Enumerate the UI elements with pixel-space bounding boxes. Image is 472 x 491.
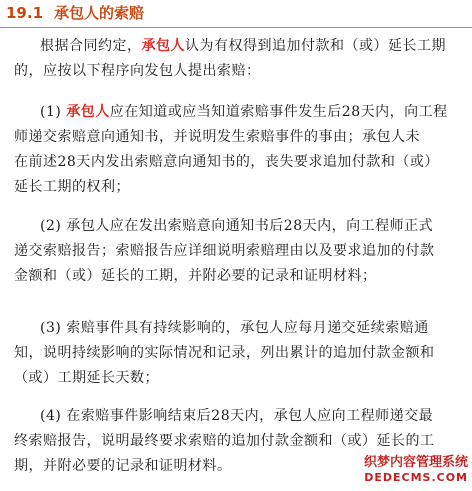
paragraph-line (14, 150, 460, 175)
text-run: 延长工期的权利； (14, 179, 130, 195)
watermark-domain: DEDECMS.COM (364, 471, 468, 484)
text-run: 递交索赔报告；索赔报告应详细说明索赔理由以及要求追加的付款 (14, 243, 435, 259)
text-run: (1) (40, 104, 67, 120)
text-run: (3) 索赔事件具有持续影响的，承包人应每月递交延续索赔通 (40, 320, 429, 336)
paragraph-line (14, 59, 460, 84)
section-heading (0, 0, 472, 28)
text-run: 认为有权得到追加付款和（或）延长工期 (185, 38, 446, 54)
watermark-text: 织梦内容管理系统 (363, 455, 468, 470)
text-run: 师递交索赔意向通知书，并说明发生索赔事件的事由；承包人未 (14, 129, 420, 145)
paragraph-line (14, 429, 460, 454)
paragraph-line (14, 366, 460, 391)
paragraph-intro (14, 34, 460, 84)
text-run: 终索赔报告，说明最终要求索赔的追加付款金额和（或）延长的工 (14, 433, 435, 449)
paragraph-item-3 (14, 316, 460, 391)
text-run: 在前述28天内发出索赔意向通知书的，丧失要求追加付款和（或） (14, 154, 439, 170)
section-title: 承包人的索赔 (54, 4, 145, 22)
text-run: 根据合同约定， (40, 38, 142, 54)
paragraph-line (14, 125, 460, 150)
paragraph-item-2 (14, 214, 460, 289)
text-run: 的，应按以下程序向发包人提出索赔： (14, 63, 261, 79)
text-run: 知，说明持续影响的实际情况和记录，列出累计的追加付款金额和 (14, 345, 435, 361)
text-run: 金额和（或）延长的工期，并附必要的记录和证明材料； (14, 268, 377, 284)
watermark-logo (338, 455, 468, 489)
paragraph-item-1 (14, 100, 460, 200)
paragraph-line (14, 239, 460, 264)
text-run: (4) 在索赔事件影响结束后28天内，承包人应向工程师递交最 (40, 408, 434, 424)
paragraph-line (14, 264, 460, 289)
paragraph-line (14, 100, 460, 125)
paragraph-line (14, 175, 460, 200)
text-run: 应在知道或应当知道索赔事件发生后28天内，向工程 (109, 104, 448, 120)
highlighted-term: 承包人 (141, 38, 185, 54)
text-run: 期，并附必要的记录和证明材料。 (14, 458, 232, 474)
paragraph-line (14, 34, 460, 59)
highlighted-term: 承包人 (66, 104, 110, 120)
text-run: (2) 承包人应在发出索赔意向通知书后28天内，向工程师正式 (40, 218, 434, 234)
paragraph-line (14, 214, 460, 239)
section-number: 19.1 (6, 4, 44, 22)
paragraph-line (14, 404, 460, 429)
paragraph-line (14, 341, 460, 366)
text-run: （或）工期延长天数； (14, 370, 159, 386)
paragraph-line (14, 316, 460, 341)
